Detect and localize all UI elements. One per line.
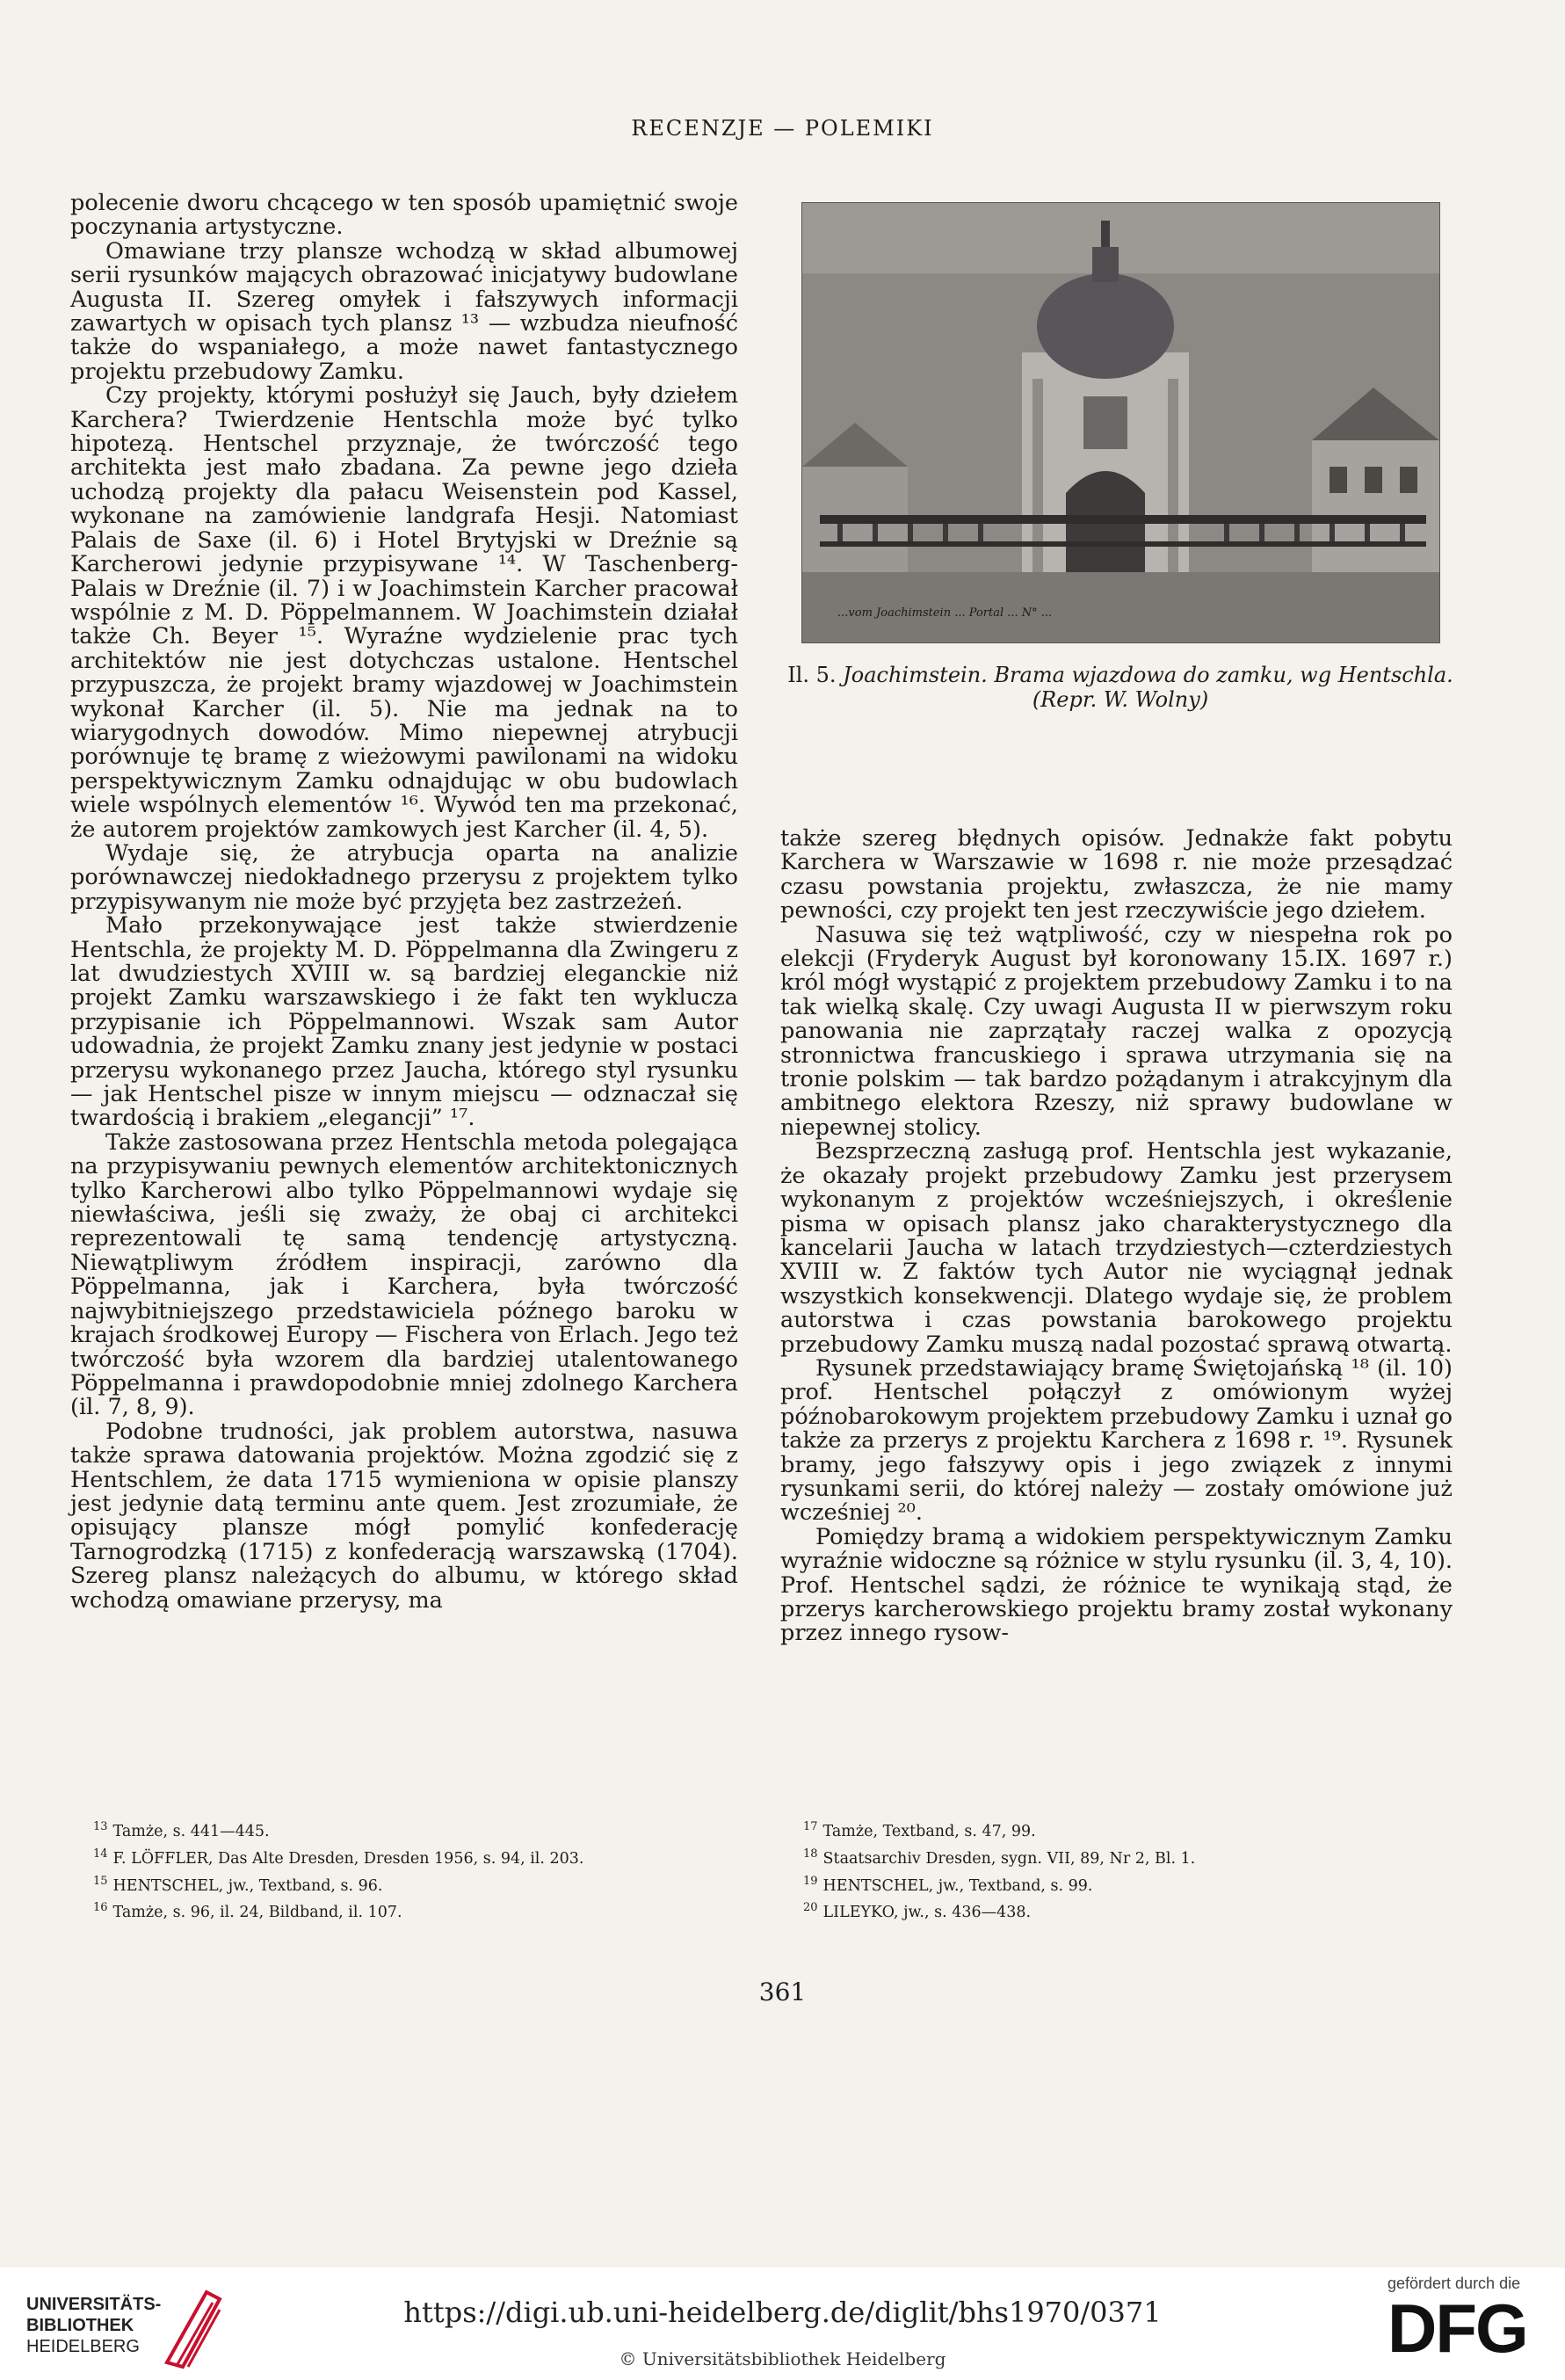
footnote-text: HENTSCHEL, jw., Textband, s. 96.	[112, 1876, 383, 1895]
footnote	[780, 1843, 1453, 1870]
footnote	[780, 1870, 1453, 1897]
footnote-text: HENTSCHEL, jw., Textband, s. 99.	[822, 1876, 1093, 1895]
footnote-number: 17	[803, 1820, 818, 1833]
footnotes-right	[780, 1816, 1453, 1924]
figure-caption	[782, 663, 1459, 712]
footnote-text: F. LÖFFLER, Das Alte Dresden, Dresden 1956, s. 94, il. 203.	[112, 1849, 584, 1868]
caption-label: Il. 5.	[787, 663, 837, 687]
gate-drawing-image	[802, 203, 1439, 642]
footnote-text: LILEYKO, jw., s. 436—438.	[822, 1904, 1032, 1922]
footnote	[70, 1843, 738, 1870]
paragraph: polecenie dworu chcącego w ten sposób upamiętnić swoje poczynania artystyczne.	[70, 190, 738, 241]
left-column	[70, 192, 738, 1613]
paragraph: Czy projekty, którymi posłużył się Jauch, były dziełem Karchera? Twierdzenie Hentschla może być tylko hipotezą. Hentschel przyznaje, że twórczość tego architekta jest mało zbadana. Za pewne jego dzieła uchodzą projekty dla pałacu Weisenstein pod Kassel, wykonane na zamówienie landgrafa Hesji. Natomiast Palais de Saxe (il. 6) i Hotel Brytyjski w Dreźnie są Karcherowi jedynie przypisywane ¹⁴. W Taschenberg-Palais w Dreźnie (il. 7) i w Joachimstein Karcher pracował wspólnie z M. D. Pöppelmannem. W Joachimstein działał także Ch. Beyer ¹⁵. Wyraźne wydzielenie prac tych architektów nie jest dotychczas ustalone. Hentschel przypuszcza, że projekt bramy wjazdowej w Joachimstein wykonał Karcher (il. 5). Nie ma jednak na to wiarygodnych dowodów. Mimo niepewnej atrybucji porównuje tę bramę z wieżowymi pawilonami na widoku perspektywicznym Zamku odnajdując w obu budowlach wiele wspólnych elementów ¹⁶. Wywód ten ma przekonać, że autorem projektów zamkowych jest Karcher (il. 4, 5).	[70, 382, 738, 843]
footnote	[780, 1897, 1453, 1924]
paragraph: Rysunek przedstawiający bramę Świętojańską ¹⁸ (il. 10) prof. Hentschel połączył z omówionym wyżej późnobarokowym projektem przebudowy Zamku i uznał go także za przerys z projektu Karchera z 1698 r. ¹⁹. Rysunek bramy, jego fałszywy opis i jego związek z innymi rysunkami serii, do której należy — zostały omówione już wcześniej ²⁰.	[780, 1354, 1453, 1527]
footnote-text: Tamże, Textband, s. 47, 99.	[822, 1822, 1036, 1840]
caption-text: Joachimstein. Brama wjazdowa do zamku, wg Hentschla. (Repr. W. Wolny)	[843, 663, 1453, 712]
library-name-line-3: HEIDELBERG	[26, 2337, 140, 2356]
footnote-number: 19	[803, 1874, 818, 1888]
paragraph: Także zastosowana przez Hentschla metoda polegająca na przypisywaniu pewnych elementów architektonicznych tylko Karcherowi albo tylko Pöppelmannowi wydaje się niewłaściwa, jeśli się zważy, że obaj ci architekci reprezentowali tę samą tendencję artystyczną. Niewątpliwym źródłem inspiracji, zarówno dla Pöppelmanna, jak i Karchera, była twórczość najwybitniejszego przedstawiciela późnego baroku w krajach środkowej Europy — Fischera von Erlach. Jego też twórczość była wzorem dla bardziej utalentowanego Pöppelmanna i prawdopodobnie mniej zdolnego Karchera (il. 7, 8, 9).	[70, 1128, 738, 1421]
dfg-wordmark: DFG	[1387, 2289, 1527, 2367]
running-head: RECENZJE — POLEMIKI	[631, 116, 934, 141]
funder-caption: gefördert durch die	[1387, 2275, 1521, 2292]
paragraph: Nasuwa się też wątpliwość, czy w niespełna rok po elekcji (Fryderyk August był koronowany 15.IX. 1697 r.) król mógł wystąpić z projektem przebudowy Zamku i to na tak wielką skalę. Czy uwagi Augusta II w pierwszym roku panowania nie zaprzątały raczej walka z opozycją stronnictwa francuskiego i sprawa utrzymania się na tronie polskim — tak bardzo pożądanym i atrakcyjnym dla ambitnego elektora Rzeszy, niż sprawy budowlane w niepewnej stolicy.	[780, 921, 1453, 1141]
footnote	[70, 1897, 738, 1924]
paragraph: Bezsprzeczną zasługą prof. Hentschla jest wykazanie, że okazały projekt przebudowy Zamku jest przerysem wykonanym z projektów wcześniejszych, i określenie pisma w opisach plansz jako charakterystycznego dla kancelarii Jaucha w latach trzydziestych—czterdziestych XVIII w. Z faktów tych Autor nie wyciągnął jednak wszystkich konsekwencji. Dlatego wydaje się, że problem autorstwa i czas powstania barokowego projektu przebudowy Zamku muszą nadal pozostać sprawą otwartą.	[780, 1138, 1453, 1358]
library-name-line-2: BIBLIOTHEK	[26, 2316, 134, 2335]
footnote-number: 15	[93, 1874, 108, 1888]
paragraph: Wydaje się, że atrybucja oparta na analizie porównawczej niedokładnego przerysu z projektem tylko przypisywanym nie może być przyjęta bez zastrzeżeń.	[70, 839, 738, 915]
footnote-number: 13	[93, 1820, 108, 1833]
permalink-url[interactable]: https://digi.ub.uni-heidelberg.de/diglit/bhs1970/0371	[403, 2296, 1162, 2329]
figure-inscription: ...vom Joachimstein ... Portal ... N° ...	[837, 606, 1053, 620]
paragraph: Pomiędzy bramą a widokiem perspektywicznym Zamku wyraźnie widoczne są różnice w stylu rysunku (il. 3, 4, 10). Prof. Hentschel sądzi, że różnice te wynikają stąd, że przerys karcherowskiego projektu bramy został wykonany przez innego rysow-	[780, 1523, 1453, 1647]
page-number: 361	[758, 1977, 807, 2006]
footnote-text: Tamże, s. 441—445.	[112, 1822, 270, 1840]
footnotes-left	[70, 1816, 738, 1924]
library-name-line-1: UNIVERSITÄTS-	[26, 2295, 162, 2314]
figure-il-5	[801, 202, 1440, 643]
footnote-number: 20	[803, 1901, 818, 1915]
paragraph: także szereg błędnych opisów. Jednakże fakt pobytu Karchera w Warszawie w 1698 r. nie może przesądzać czasu powstania projektu, zwłaszcza, że nie mamy pewności, czy projekt ten jest rzeczywiście jego dziełem.	[780, 825, 1453, 925]
footnote	[70, 1816, 738, 1843]
footnote	[70, 1870, 738, 1897]
footnote-number: 16	[93, 1901, 108, 1915]
dfg-logo[interactable]	[1387, 2275, 1528, 2367]
paragraph: Mało przekonywające jest także stwierdzenie Hentschla, że projekty M. D. Pöppelmanna dla Zwingeru z lat dwudziestych XVIII w. są bardziej eleganckie niż projekt Zamku warszawskiego i że fakt ten wyklucza przypisanie ich Pöppelmannowi. Wszak sam Autor udowadnia, że projekt Zamku znany jest jedynie w postaci przerysu wykonanego przez Jaucha, którego styl rysunku — jak Hentschel pisze w innym miejscu — odznaczał się twardością i brakiem „elegancji” ¹⁷.	[70, 912, 738, 1132]
footnote-number: 14	[93, 1847, 108, 1861]
paragraph: Omawiane trzy plansze wchodzą w skład albumowej serii rysunków mających obrazować inicjatywy budowlane Augusta II. Szereg omyłek i fałszywych informacji zawartych w opisach tych plansz ¹³ — wzbudza nieufność także do wspaniałego, a może nawet fantastycznego projektu przebudowy Zamku.	[70, 237, 738, 385]
footnote-number: 18	[803, 1847, 818, 1861]
paragraph: Podobne trudności, jak problem autorstwa, nasuwa także sprawa datowania projektów. Można zgodzić się z Hentschlem, że data 1715 wymieniona w opisie planszy jest jedynie datą terminu ante quem. Jest zrozumiałe, że opisujący plansze mógł pomylić konfederację Tarnogrodzką (1715) z konfederacją warszawską (1704). Szereg plansz należących do albumu, w którego skład wchodzą omawiane przerysy, ma	[70, 1418, 738, 1614]
footnote-text: Staatsarchiv Dresden, sygn. VII, 89, Nr 2, Bl. 1.	[822, 1849, 1196, 1868]
copyright-notice: © Universitätsbibliothek Heidelberg	[619, 2348, 946, 2369]
footnote	[780, 1816, 1453, 1843]
footnote-text: Tamże, s. 96, il. 24, Bildband, il. 107.	[112, 1904, 402, 1922]
right-column	[780, 827, 1453, 1646]
